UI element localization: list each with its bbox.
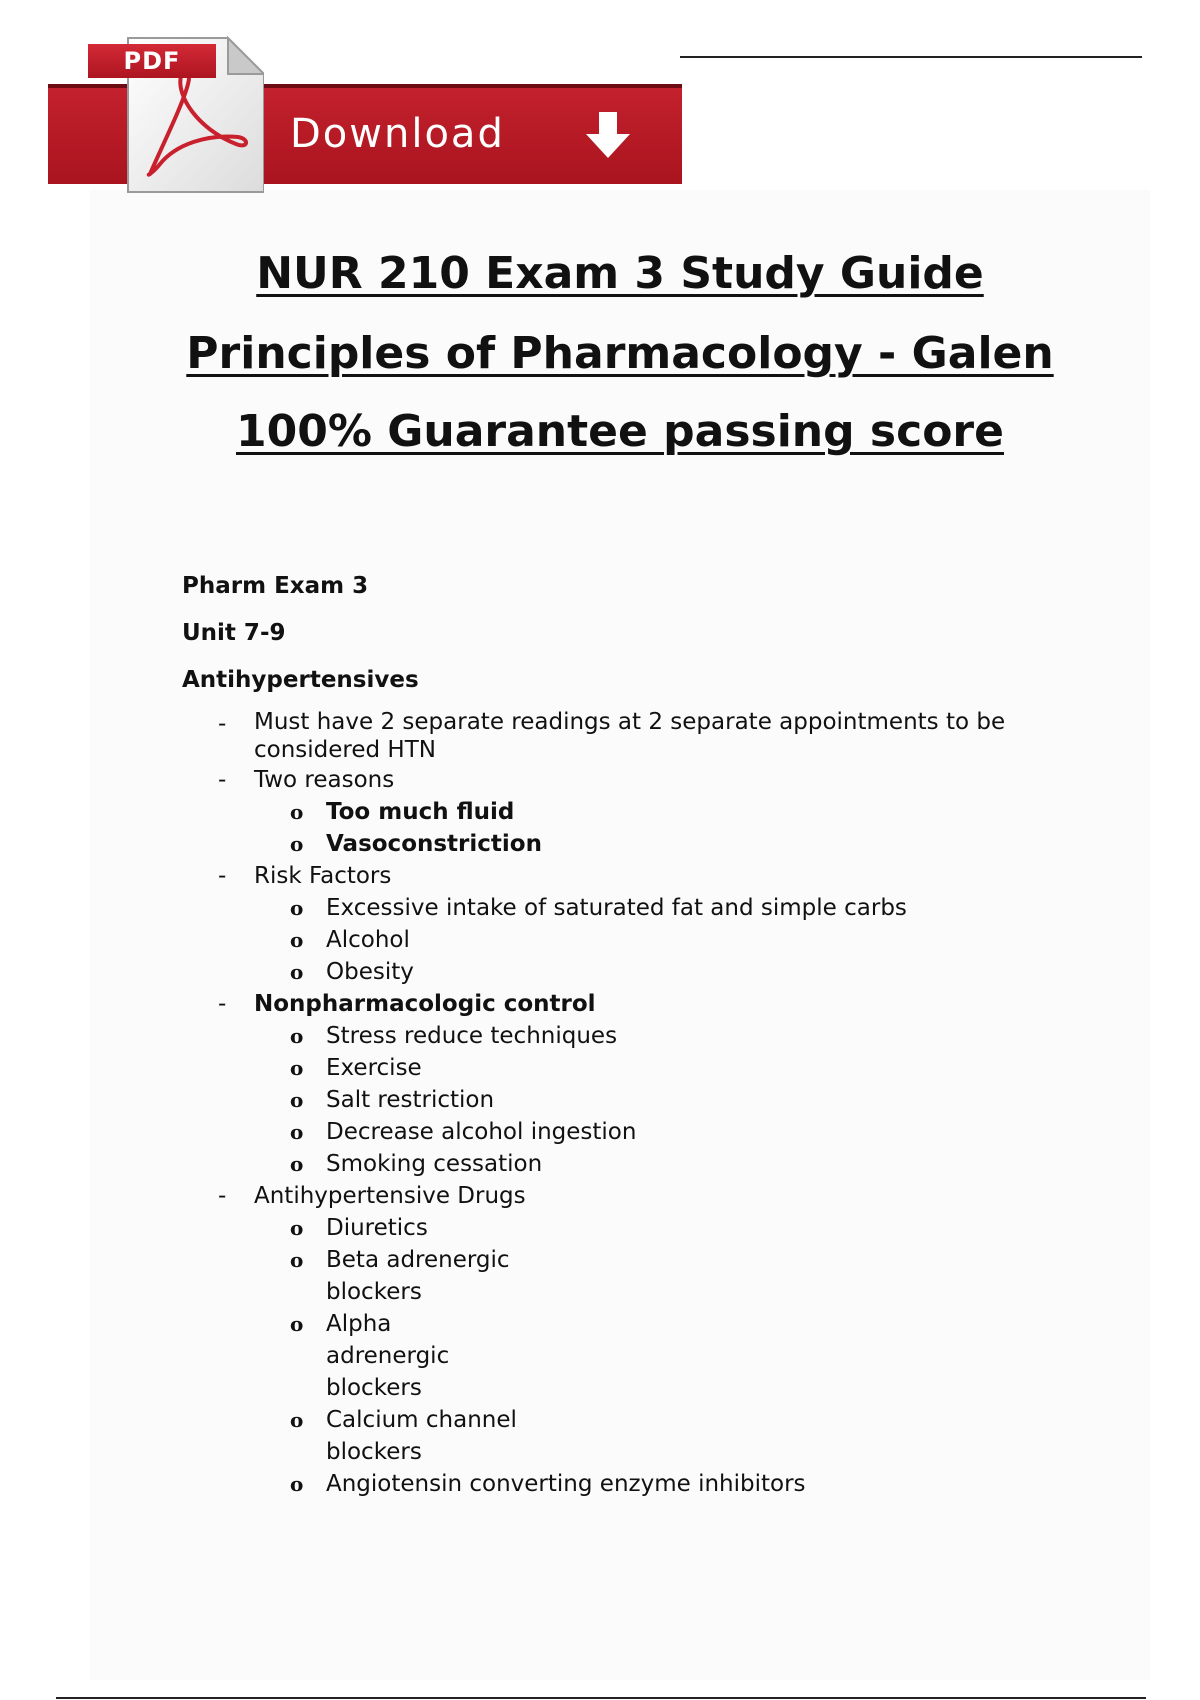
sub-list-item [254,1116,1082,1148]
pdf-download-banner[interactable] [48,30,682,170]
list-item-text: Nonpharmacologic control [254,991,596,1017]
circle-bullet: o [290,1152,304,1176]
list-item-text: Two reasons [254,767,395,793]
circle-bullet: o [290,1120,304,1144]
dash-bullet: - [218,1183,227,1209]
sub-list-item [254,1468,1082,1500]
list-item [182,1180,1082,1500]
circle-bullet: o [290,1248,304,1272]
sub-list-item-text: Vasoconstriction [326,831,542,857]
section-heading-pharm-exam: Pharm Exam 3 [182,573,369,599]
circle-bullet: o [290,1216,304,1240]
study-guide-content [182,570,1082,1500]
sub-list-item-text: Angiotensin converting enzyme inhibitors [326,1471,806,1497]
list-item-text: Antihypertensive Drugs [254,1183,526,1209]
dash-bullet: - [218,711,227,737]
sub-list-item-text: Decrease alcohol ingestion [326,1119,637,1145]
header-rule [680,56,1142,58]
dash-bullet: - [218,863,227,889]
sub-list-item-text: Too much fluid [326,799,515,825]
sub-list [254,796,1082,860]
antihypertensives-list [182,708,1082,1500]
sub-list-item [254,1020,1082,1052]
sub-list-item-text: Beta adrenergic blockers [326,1247,510,1305]
section-heading-antihypertensives: Antihypertensives [182,667,419,693]
circle-bullet: o [290,1088,304,1112]
sub-list-item [254,1244,1082,1308]
sub-list-item-text: Calcium channel blockers [326,1407,517,1465]
pdf-file-icon [88,34,264,194]
circle-bullet: o [290,896,304,920]
sub-list-item-text: Obesity [326,959,414,985]
circle-bullet: o [290,1312,304,1336]
sub-list-item-text: Excessive intake of saturated fat and simple carbs [326,895,907,921]
sub-list-item [254,892,1082,924]
sub-list-item [254,1404,1082,1468]
sub-list-item-text: Diuretics [326,1215,428,1241]
section-heading-unit: Unit 7-9 [182,620,286,646]
sub-list-item [254,1052,1082,1084]
sub-list-item [254,796,1082,828]
list-item [182,764,1082,860]
sub-list-item-text: Salt restriction [326,1087,495,1113]
sub-list-item [254,1148,1082,1180]
footer-rule [56,1697,1146,1699]
dash-bullet: - [218,767,227,793]
sub-list-item [254,924,1082,956]
document-tagline: 100% Guarantee passing score [236,406,1004,457]
sub-list [254,1212,1082,1500]
document-subtitle: Principles of Pharmacology - Galen [186,328,1054,379]
download-button-label[interactable]: Download [290,111,505,157]
sub-list-item-text: Smoking cessation [326,1151,543,1177]
pdf-label: PDF [88,44,216,78]
list-item [182,860,1082,988]
circle-bullet: o [290,1056,304,1080]
circle-bullet: o [290,832,304,856]
sub-list-item [254,1212,1082,1244]
sub-list [254,892,1082,988]
sub-list-item-text: Alcohol [326,927,410,953]
sub-list-item [254,956,1082,988]
circle-bullet: o [290,960,304,984]
list-item-text: Must have 2 separate readings at 2 separate appointments to be considered HTN [254,709,1006,763]
sub-list-item-text: Exercise [326,1055,422,1081]
list-item [182,708,1082,764]
sub-list-item-text: Alpha adrenergic blockers [326,1311,450,1401]
download-arrow-icon[interactable] [582,110,634,160]
sub-list-item-text: Stress reduce techniques [326,1023,618,1049]
sub-list-item [254,1084,1082,1116]
circle-bullet: o [290,1024,304,1048]
document-title: NUR 210 Exam 3 Study Guide [256,248,984,299]
list-item [182,988,1082,1180]
dash-bullet: - [218,991,227,1017]
circle-bullet: o [290,928,304,952]
circle-bullet: o [290,800,304,824]
sub-list-item [254,1308,1082,1404]
circle-bullet: o [290,1472,304,1496]
circle-bullet: o [290,1408,304,1432]
list-item-text: Risk Factors [254,863,392,889]
sub-list-item [254,828,1082,860]
sub-list [254,1020,1082,1180]
